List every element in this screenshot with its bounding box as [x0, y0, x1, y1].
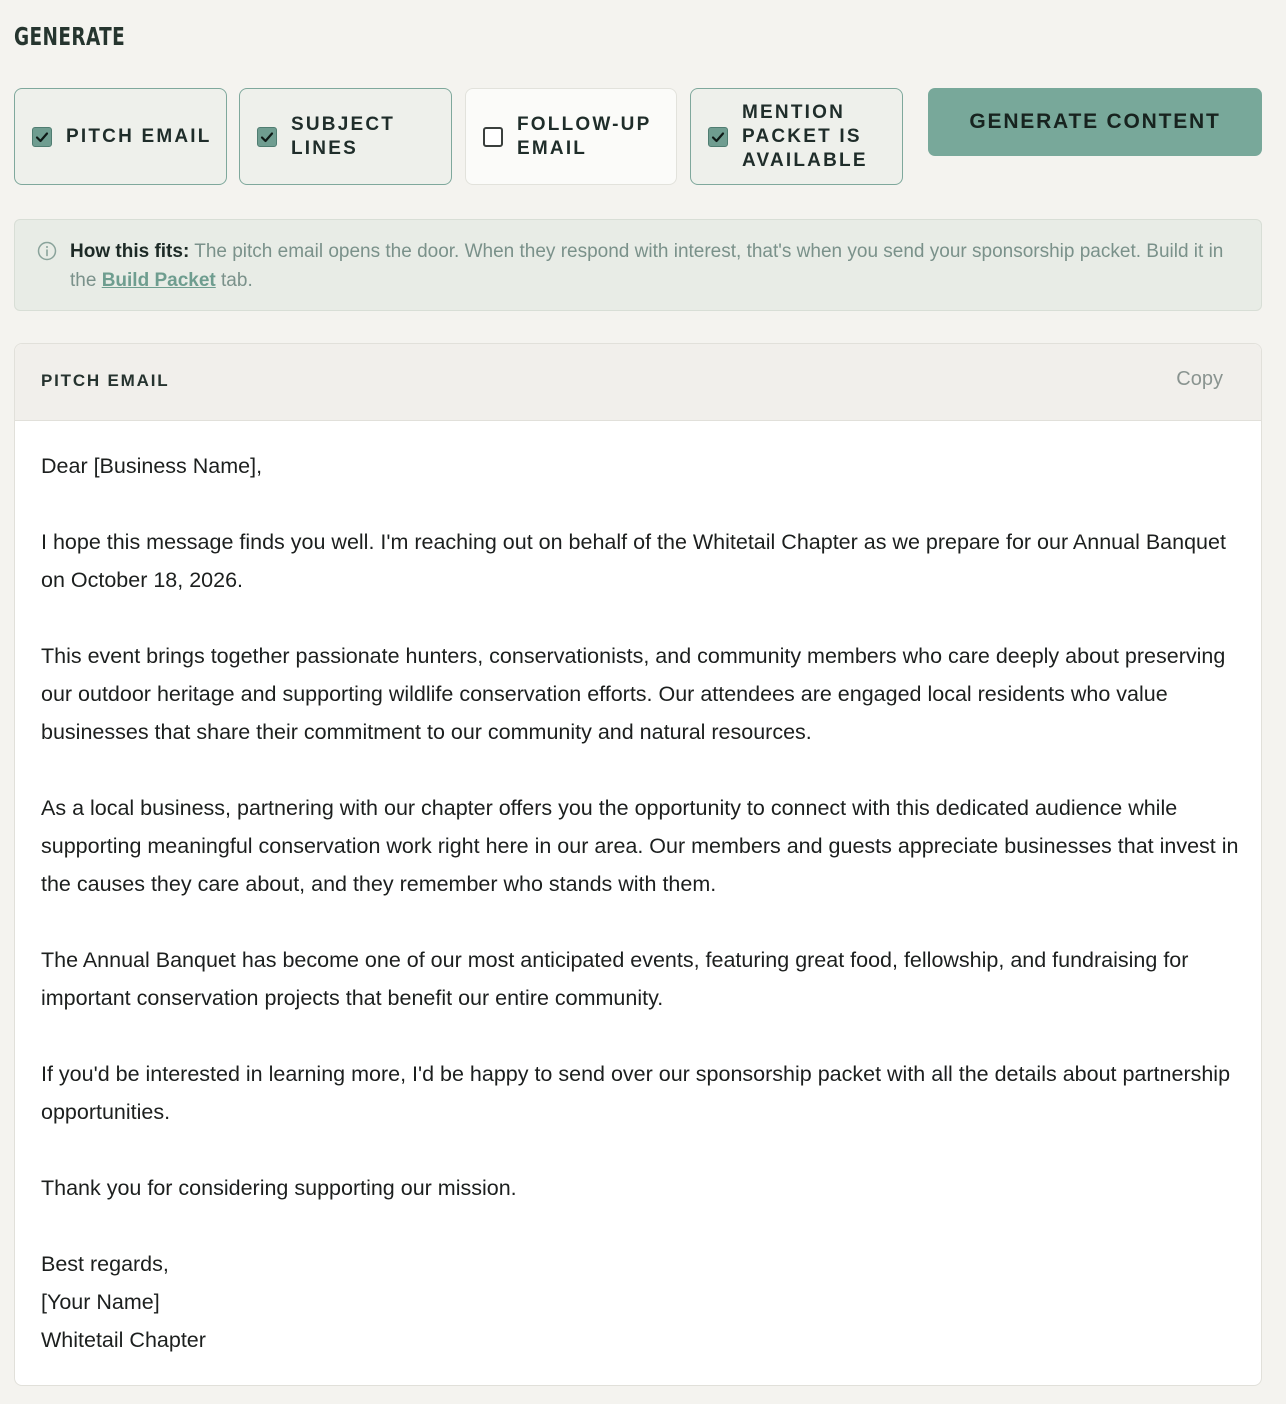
check-icon [710, 129, 726, 145]
info-banner [14, 219, 1262, 311]
build-packet-link[interactable]: Build Packet [101, 270, 216, 291]
panel-title: PITCH EMAIL [41, 371, 170, 390]
signature-line: [Your Name] [41, 1290, 160, 1314]
check-icon [34, 129, 50, 145]
follow-up-email-checkbox[interactable] [483, 127, 503, 147]
email-paragraph: If you'd be interested in learning more, I'd be happy to send over our sponsorship packet with all the details about partnership opportunities. [41, 1062, 1231, 1124]
signature-line: Best regards, [41, 1252, 169, 1276]
panel-header [15, 344, 1261, 421]
option-pitch-email[interactable] [14, 88, 227, 185]
email-paragraph: I hope this message finds you well. I'm reaching out on behalf of the Whitetail Chapter as we prepare for our Annual Banquet on October 18, 2026. [41, 530, 1226, 592]
option-mention-packet[interactable] [690, 88, 903, 185]
option-label: PITCH EMAIL [66, 125, 212, 147]
email-body [41, 447, 1241, 1359]
option-subject-lines[interactable] [239, 88, 452, 185]
info-lead: How this fits: [70, 241, 190, 262]
info-circle-icon [37, 241, 57, 261]
subject-lines-checkbox[interactable] [257, 127, 277, 147]
copy-button[interactable]: Copy [1176, 368, 1223, 390]
mention-packet-checkbox[interactable] [708, 127, 728, 147]
generate-content-button[interactable]: GENERATE CONTENT [928, 88, 1262, 156]
email-paragraph: Dear [Business Name], [41, 454, 263, 478]
option-label: MENTION PACKET IS AVAILABLE [742, 101, 868, 171]
info-text: The pitch email opens the door. When they respond with interest, that's when you send your sponsorship packet. Build it in the [70, 241, 1224, 291]
option-label: SUBJECT LINES [291, 113, 396, 159]
email-paragraph: Thank you for considering supporting our mission. [41, 1176, 517, 1200]
pitch-email-panel [14, 343, 1262, 1386]
check-icon [259, 129, 275, 145]
option-label: FOLLOW-UP EMAIL [517, 113, 652, 159]
info-tail: tab. [215, 270, 253, 291]
option-follow-up-email[interactable] [465, 88, 677, 185]
email-paragraph: This event brings together passionate hunters, conservationists, and community members who care deeply about preserving our outdoor heritage and supporting wildlife conservation efforts. Our attendees are engaged local residents who value businesses that share their commitment to our community and natural resources. [41, 644, 1226, 744]
signature-line: Whitetail Chapter [41, 1328, 206, 1352]
email-paragraph: The Annual Banquet has become one of our most anticipated events, featuring great food, fellowship, and fundraising for important conservation projects that benefit our entire community. [41, 948, 1189, 1010]
section-title: GENERATE [14, 22, 126, 51]
pitch-email-checkbox[interactable] [32, 127, 52, 147]
email-paragraph: As a local business, partnering with our chapter offers you the opportunity to connect with this dedicated audience while supporting meaningful conservation work right here in our area. Our members and guests appreciate businesses that invest in the causes they care about, and they remember who stands with them. [41, 796, 1239, 896]
generate-options [14, 88, 1262, 187]
